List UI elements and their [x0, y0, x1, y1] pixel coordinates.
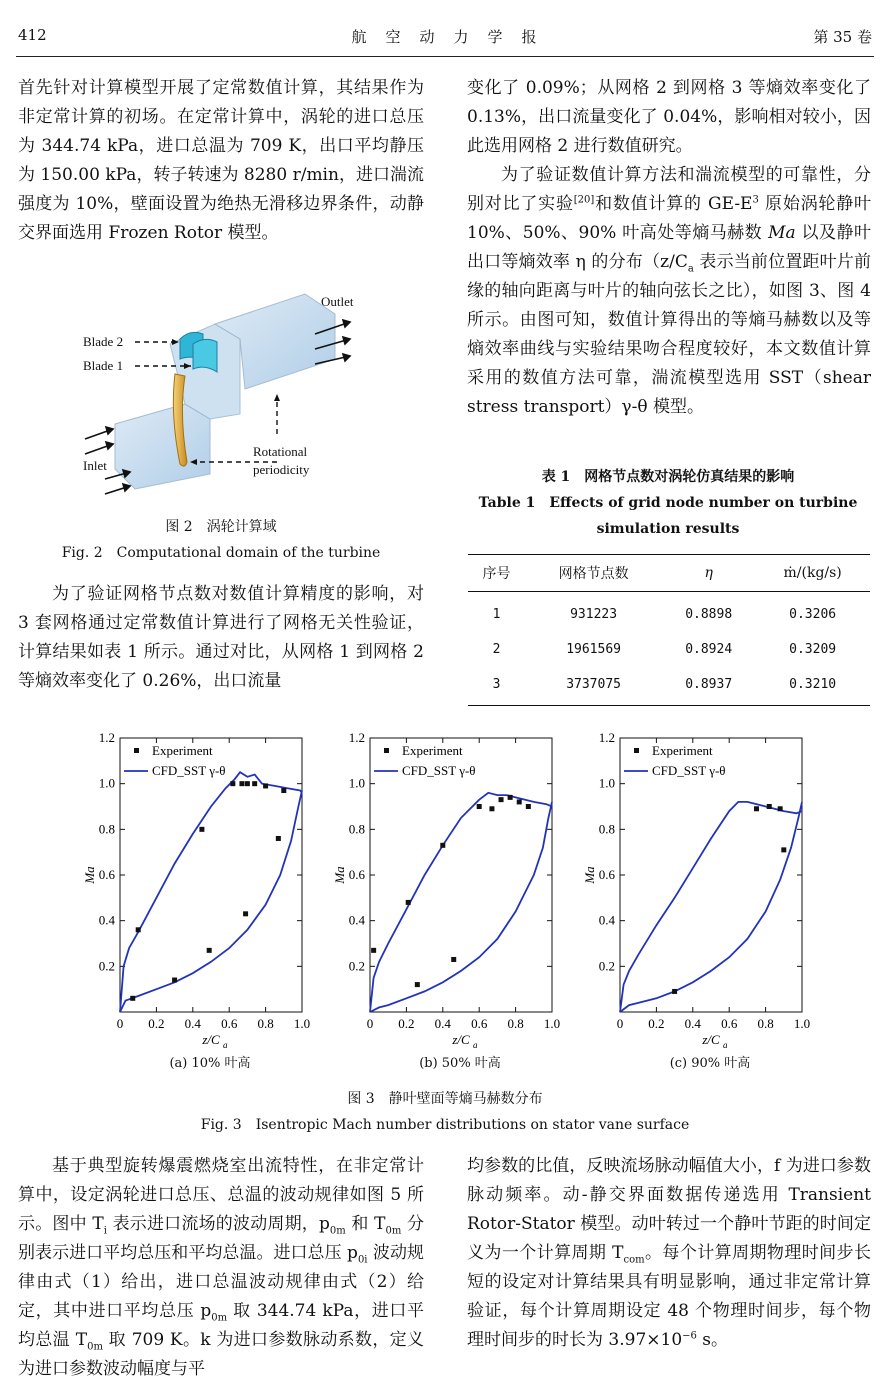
- volume-label: 第 35 卷: [813, 28, 872, 46]
- y-tick-label: 0.4: [348, 912, 365, 928]
- x-tick-label: 0.6: [471, 1016, 488, 1031]
- experiment-point: [263, 783, 268, 788]
- table-cell: 1: [492, 607, 501, 622]
- experiment-point: [276, 836, 281, 841]
- x-axis-label: z/C: [702, 1032, 720, 1047]
- x-tick-label: 0.2: [148, 1016, 165, 1031]
- experiment-point: [130, 996, 135, 1001]
- y-axis-label: Ma: [332, 866, 347, 884]
- legend-exp-marker: [134, 748, 139, 753]
- cfd-line-pressure: [620, 802, 802, 1012]
- experiment-point: [517, 799, 522, 804]
- table-cell: 0.3206: [789, 607, 837, 622]
- experiment-point: [252, 781, 257, 786]
- label-rotational: Rotational: [253, 444, 308, 459]
- x-axis-label: z/C: [202, 1032, 220, 1047]
- experiment-point: [281, 788, 286, 793]
- journal-title: 航 空 动 力 学 报: [351, 28, 539, 46]
- fig3-caption-cn: 图 3 静叶壁面等熵马赫数分布: [347, 1091, 543, 1107]
- experiment-point: [230, 781, 235, 786]
- x-axis-label: z/C: [452, 1032, 470, 1047]
- x-tick-label: 0.6: [721, 1016, 738, 1031]
- table-cell: 0.3210: [789, 677, 837, 692]
- table-cell: 3: [492, 677, 501, 692]
- subplot-label-a: (a) 10% 叶高: [169, 1056, 251, 1071]
- table-cell: 0.8937: [685, 677, 733, 692]
- plot-frame: [120, 738, 302, 1012]
- experiment-point: [415, 982, 420, 987]
- x-axis-label-sub: a: [223, 1040, 228, 1050]
- plot-50pct: [330, 728, 570, 1058]
- experiment-point: [245, 781, 250, 786]
- x-tick-label: 0.4: [434, 1016, 451, 1031]
- table-cell: 0.8924: [685, 642, 733, 657]
- plot-10pct: [80, 728, 320, 1058]
- fig2-caption-cn: 图 2 涡轮计算域: [165, 519, 277, 535]
- x-tick-label: 1.0: [793, 1016, 811, 1031]
- y-tick-label: 1.2: [98, 730, 115, 745]
- x-axis-label-sub: a: [473, 1040, 478, 1050]
- table-header-row: [468, 555, 870, 592]
- bottom-left-col: [18, 1152, 424, 1384]
- paragraph-unsteady-settings: 基于典型旋转爆震燃烧室出流特性，在非定常计算中，设定涡轮进口总压、总温的波动规律如图 5 所示。图中 $T_i$ 表示进口流场的波动周期，$p_{0m}$ 和 $T_{0m}$ 分别表示进口平均总压和平均总温。进口总压 $p_{0i}$ 波动规律由式（1）给出，进口总温波动规律由式（2）给定，其中进口平均总压 $p_{0m}$ 取 344.74 kPa，进口平均总温 $T_{0m}$ 取 709 K。k 为进口参数脉动系数，定义为进口参数波动幅度与平: [18, 1156, 424, 1379]
- col-header-nodes: 网格节点数: [525, 555, 662, 592]
- table1-title-en-1: Table 1 Effects of grid node number on turbine: [478, 495, 858, 511]
- legend-exp-label: Experiment: [652, 743, 713, 758]
- table-cell: 931223: [570, 607, 618, 622]
- x-tick-label: 0.2: [398, 1016, 415, 1031]
- y-tick-label: 0.6: [98, 867, 115, 882]
- experiment-point: [767, 804, 772, 809]
- table-cell: 2: [492, 642, 501, 657]
- y-tick-label: 0.8: [98, 821, 115, 837]
- cfd-line-pressure: [370, 802, 552, 1012]
- cfd-line-suction: [120, 772, 302, 1012]
- x-tick-label: 0: [366, 1016, 374, 1031]
- legend-exp-marker: [634, 748, 639, 753]
- y-axis-label: Ma: [82, 866, 97, 884]
- experiment-point: [371, 948, 376, 953]
- y-tick-label: 0.6: [598, 867, 615, 882]
- x-tick-label: 1.0: [293, 1016, 311, 1031]
- table-cell: 0.3209: [789, 642, 837, 657]
- y-tick-label: 1.2: [348, 730, 365, 745]
- left-col-mid: [18, 580, 424, 696]
- legend-cfd-label: CFD_SST γ-θ: [402, 763, 476, 778]
- experiment-point: [239, 781, 244, 786]
- right-col-top: [467, 74, 871, 422]
- x-tick-label: 0.4: [184, 1016, 201, 1031]
- experiment-point: [778, 806, 783, 811]
- x-tick-label: 0.8: [257, 1016, 274, 1031]
- x-tick-label: 1.0: [543, 1016, 561, 1031]
- x-tick-label: 0.8: [507, 1016, 524, 1031]
- figure2-turbine-domain: [75, 284, 375, 504]
- experiment-point: [440, 843, 445, 848]
- experiment-point: [207, 948, 212, 953]
- label-blade1: Blade 1: [83, 358, 124, 373]
- y-tick-label: 0.2: [598, 958, 615, 974]
- x-tick-label: 0.2: [648, 1016, 665, 1031]
- cfd-line-suction: [370, 793, 552, 1012]
- x-tick-label: 0.4: [684, 1016, 701, 1031]
- fig3-caption-en: Fig. 3 Isentropic Mach number distributions on stator vane surface: [200, 1117, 690, 1133]
- x-tick-label: 0.8: [757, 1016, 774, 1031]
- experiment-point: [499, 797, 504, 802]
- legend-exp-label: Experiment: [152, 743, 213, 758]
- bottom-right-col: [467, 1152, 871, 1355]
- experiment-point: [199, 827, 204, 832]
- fig2-caption-en: Fig. 2 Computational domain of the turbine: [61, 545, 381, 561]
- label-blade2: Blade 2: [83, 334, 124, 349]
- col-header-index: 序号: [468, 555, 525, 592]
- col-header-mass-flow: ṁ/(kg/s): [755, 555, 870, 592]
- legend-exp-label: Experiment: [402, 743, 463, 758]
- y-tick-label: 0.2: [348, 958, 365, 974]
- experiment-point: [477, 804, 482, 809]
- x-tick-label: 0.6: [221, 1016, 238, 1031]
- table-row: [468, 667, 870, 706]
- experiment-point: [172, 978, 177, 983]
- table-cell: 1961569: [566, 642, 621, 657]
- label-periodicity: periodicity: [253, 462, 310, 477]
- paragraph-grid-continue: 变化了 0.09%；从网格 2 到网格 3 等熵效率变化了 0.13%，出口流量变化了 0.04%，影响相对较小，因此选用网格 2 进行数值研究。: [467, 78, 871, 156]
- y-tick-label: 0.8: [598, 821, 615, 837]
- page-number: 412: [18, 26, 47, 44]
- paragraph-validation: 为了验证数值计算方法和湍流模型的可靠性，分别对比了实验[20]和数值计算的 $GE-E^3$ 原始涡轮静叶 10%、50%、90% 叶高处等熵马赫数 Ma 以及静叶出口等熵效率 η 的分布（$z/C_a$ 表示当前位置距叶片前缘的轴向距离与叶片的轴向弦长之比），如图 3、图 4 所示。由图可知，数值计算得出的等熵马赫数以及等熵效率曲线与实验结果吻合程度较好，本文数值计算采用的数值方法可靠，湍流模型选用 SST（shear stress transport）γ-θ 模型。: [467, 165, 872, 417]
- y-tick-label: 0.4: [98, 912, 115, 928]
- header-rule: [16, 56, 874, 57]
- experiment-point: [451, 957, 456, 962]
- experiment-point: [406, 900, 411, 905]
- y-tick-label: 1.0: [98, 775, 115, 791]
- table-cell: 0.8898: [685, 607, 733, 622]
- experiment-point: [672, 989, 677, 994]
- y-tick-label: 1.0: [348, 775, 365, 791]
- experiment-point: [526, 804, 531, 809]
- cfd-line-suction: [620, 802, 802, 1012]
- table1-title-en-2: simulation results: [596, 521, 740, 537]
- experiment-point: [243, 911, 248, 916]
- y-tick-label: 0.4: [598, 912, 615, 928]
- experiment-point: [754, 806, 759, 811]
- col-header-eta: η: [662, 555, 755, 592]
- y-tick-label: 1.2: [598, 730, 615, 745]
- y-tick-label: 0.2: [98, 958, 115, 974]
- plot-90pct: [580, 728, 820, 1058]
- legend-exp-marker: [384, 748, 389, 753]
- subplot-label-b: (b) 50% 叶高: [419, 1056, 501, 1071]
- y-axis-label: Ma: [582, 866, 597, 884]
- label-inlet: Inlet: [83, 458, 107, 473]
- table-row: [468, 632, 870, 667]
- table-row: [468, 592, 870, 633]
- cfd-line-pressure: [120, 791, 302, 1013]
- table-cell: 3737075: [566, 677, 621, 692]
- paragraph-time-step: 均参数的比值，反映流场脉动幅值大小，f 为进口参数脉动频率。动-静交界面数据传递选用 Transient Rotor-Stator 模型。动叶转过一个静叶节距的时间定义为一个计算周期 $T_{com}$。每个计算周期物理时间步长短的设定对计算结果具有明显影响，通过非定常计算验证，每个计算周期设定 48 个物理时间步，每个物理时间步的时长为 $3.97\times 10^{-6}$ s。: [467, 1156, 871, 1350]
- experiment-point: [136, 927, 141, 932]
- y-tick-label: 1.0: [598, 775, 615, 791]
- label-outlet: Outlet: [321, 294, 354, 309]
- left-col-top: [18, 74, 424, 248]
- legend-cfd-label: CFD_SST γ-θ: [652, 763, 726, 778]
- experiment-point: [781, 847, 786, 852]
- paragraph-steady-calc: 首先针对计算模型开展了定常数值计算，其结果作为非定常计算的初场。在定常计算中，涡轮的进口总压为 344.74 kPa，进口总温为 709 K，出口平均静压为 150.00 kPa，转子转速为 8280 r/min，进口湍流强度为 10%，壁面设置为绝热无滑移边界条件，动静交界面选用 Frozen Rotor 模型。: [18, 78, 424, 243]
- table1-title-cn: 表 1 网格节点数对涡轮仿真结果的影响: [541, 469, 795, 485]
- legend-cfd-label: CFD_SST γ-θ: [152, 763, 226, 778]
- rotor-blade-1: [193, 339, 217, 372]
- y-tick-label: 0.6: [348, 867, 365, 882]
- x-tick-label: 0: [616, 1016, 624, 1031]
- x-tick-label: 0: [116, 1016, 124, 1031]
- paragraph-grid-independence: 为了验证网格节点数对数值计算精度的影响，对 3 套网格通过定常数值计算进行了网格无关性验证，计算结果如表 1 所示。通过对比，从网格 1 到网格 2 等熵效率变化了 0.26%，出口流量: [18, 584, 424, 691]
- subplot-label-c: (c) 90% 叶高: [669, 1056, 751, 1071]
- experiment-point: [508, 795, 513, 800]
- inlet-duct: [115, 404, 210, 489]
- experiment-point: [489, 806, 494, 811]
- y-tick-label: 0.8: [348, 821, 365, 837]
- x-axis-label-sub: a: [723, 1040, 728, 1050]
- table1-grid-nodes: [468, 554, 870, 706]
